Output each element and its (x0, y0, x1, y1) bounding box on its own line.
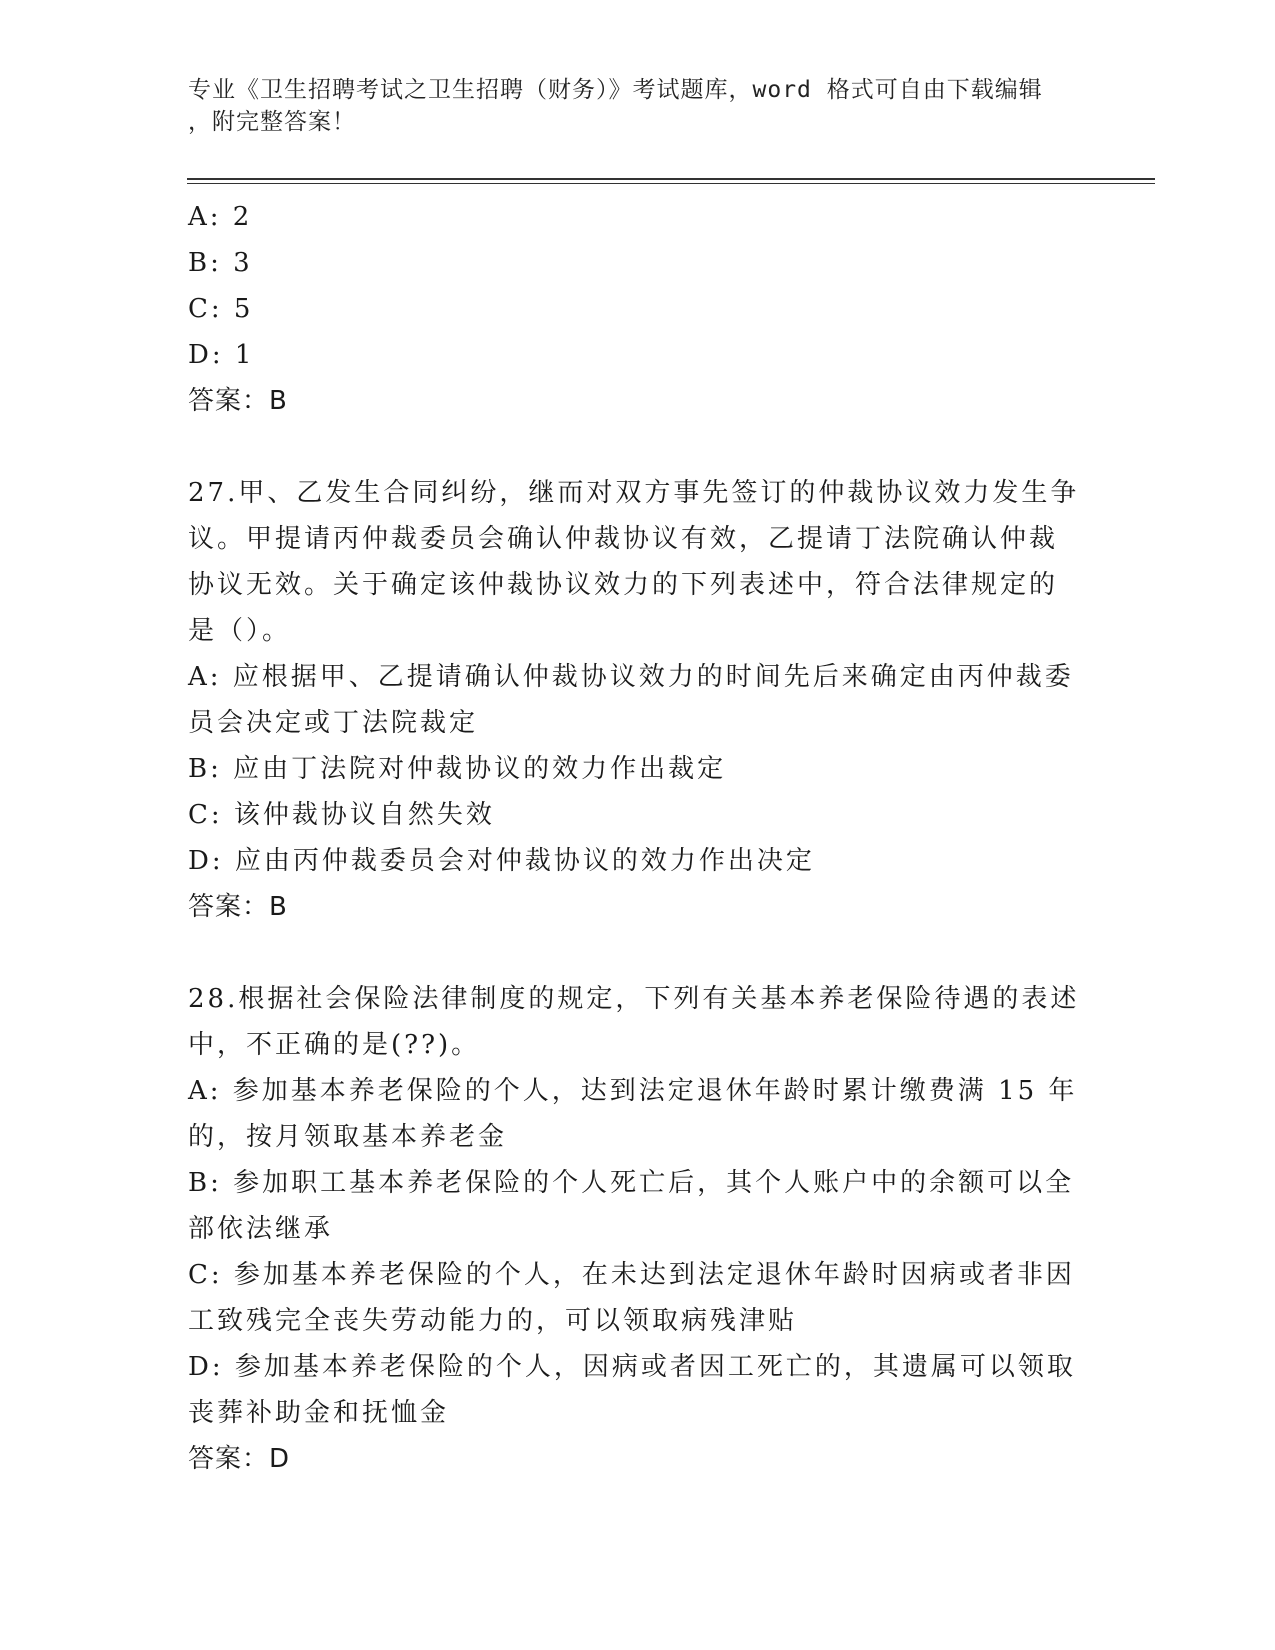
question-stem-line: 27.甲、乙发生合同纠纷，继而对双方事先签订的仲裁协议效力发生争 (188, 478, 1080, 508)
option-c-continued: 工致残完全丧失劳动能力的，可以领取病残津贴 (188, 1306, 798, 1336)
option-d: D: 参加基本养老保险的个人，因病或者因工死亡的，其遗属可以领取 (188, 1352, 1076, 1382)
option-d: D: 1 (188, 340, 255, 370)
answer-label: 答案：B (188, 892, 288, 922)
answer-label: 答案：D (188, 1444, 291, 1474)
option-b: B: 3 (188, 248, 253, 278)
option-c: C: 参加基本养老保险的个人，在未达到法定退休年龄时因病或者非因 (188, 1260, 1075, 1290)
header-line-1: 专业《卫生招聘考试之卫生招聘（财务）》考试题库，word 格式可自由下载编辑 (188, 77, 1043, 103)
option-b: B: 应由丁法院对仲裁协议的效力作出裁定 (188, 754, 727, 784)
option-b-continued: 部依法继承 (188, 1214, 334, 1244)
option-a-continued: 的，按月领取基本养老金 (188, 1122, 508, 1152)
option-a: A: 2 (188, 202, 253, 232)
header-divider-thick (187, 178, 1155, 180)
question-stem-line: 议。甲提请丙仲裁委员会确认仲裁协议有效，乙提请丁法院确认仲裁 (188, 524, 1059, 554)
question-26-tail (188, 194, 1088, 424)
question-stem-line: 28.根据社会保险法律制度的规定，下列有关基本养老保险待遇的表述 (188, 984, 1080, 1014)
option-d: D: 应由丙仲裁委员会对仲裁协议的效力作出决定 (188, 846, 815, 876)
option-a-continued: 员会决定或丁法院裁定 (188, 708, 479, 738)
question-stem-line: 中，不正确的是(??)。 (188, 1030, 481, 1060)
question-27 (188, 470, 1088, 930)
question-stem-line: 协议无效。关于确定该仲裁协议效力的下列表述中，符合法律规定的 (188, 570, 1059, 600)
option-b: B: 参加职工基本养老保险的个人死亡后，其个人账户中的余额可以全 (188, 1168, 1075, 1198)
question-stem-line: 是（）。 (188, 616, 292, 646)
option-a: A: 应根据甲、乙提请确认仲裁协议效力的时间先后来确定由丙仲裁委 (188, 662, 1074, 692)
document-header (188, 74, 1088, 138)
option-c: C: 5 (188, 294, 254, 324)
option-c: C: 该仲裁协议自然失效 (188, 800, 495, 830)
question-content (188, 194, 1088, 1482)
header-divider-thin (187, 183, 1155, 184)
option-a: A: 参加基本养老保险的个人，达到法定退休年龄时累计缴费满 15 年 (188, 1076, 1078, 1106)
question-28 (188, 976, 1088, 1482)
answer-label: 答案：B (188, 386, 288, 416)
option-d-continued: 丧葬补助金和抚恤金 (188, 1398, 450, 1428)
header-line-2: ，附完整答案！ (188, 109, 356, 135)
